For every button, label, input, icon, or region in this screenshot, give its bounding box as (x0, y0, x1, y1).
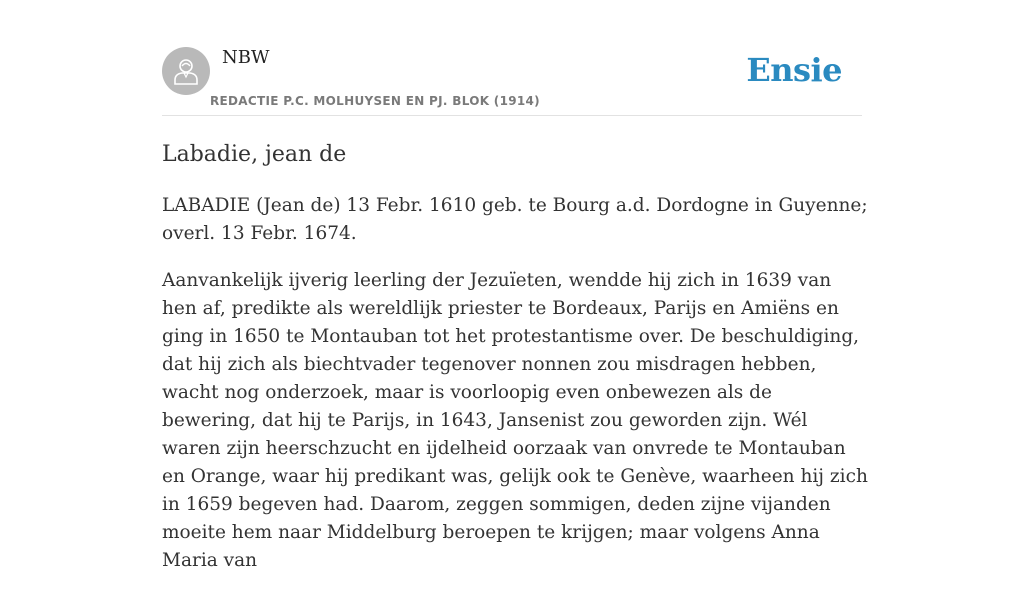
author-name[interactable]: NBW (222, 47, 270, 68)
source-subtitle: REDACTIE P.C. MOLHUYSEN EN PJ. BLOK (1914) (210, 94, 540, 108)
article-paragraph: Aanvankelijk ijverig leerling der Jezuïeten, wendde hij zich in 1639 van hen af, predikte als wereldlijk priester te Bordeaux, Parijs en Amiëns en ging in 1650 te Montauban tot het protestantisme over. De beschuldiging, dat hij zich als biechtvader tegenover nonnen zou misdragen hebben, wacht nog onderzoek, maar is voorloopig even onbewezen als de bewering, dat hij te Parijs, in 1643, Jansenist zou geworden zijn. Wél waren zijn heerschzucht en ijdelheid oorzaak van onvrede te Montauban en Orange, waar hij predikant was, gelijk ook te Genève, waarheen hij zich in 1659 begeven had. Daarom, zeggen sommigen, deden zijne vijanden moeite hem naar Middelburg beroepen te krijgen; maar volgens Anna Maria van (162, 270, 868, 571)
avatar[interactable] (162, 47, 210, 95)
article-title: Labadie, jean de (162, 142, 347, 167)
content-container (162, 0, 868, 571)
brand-logo[interactable]: Ensie (746, 51, 842, 89)
article-body (162, 192, 868, 594)
user-icon (172, 56, 200, 86)
article-paragraph: LABADIE (Jean de) 13 Febr. 1610 geb. te Bourg a.d. Dordogne in Guyenne; overl. 13 Febr. 1674. (162, 195, 868, 244)
header (162, 0, 862, 116)
